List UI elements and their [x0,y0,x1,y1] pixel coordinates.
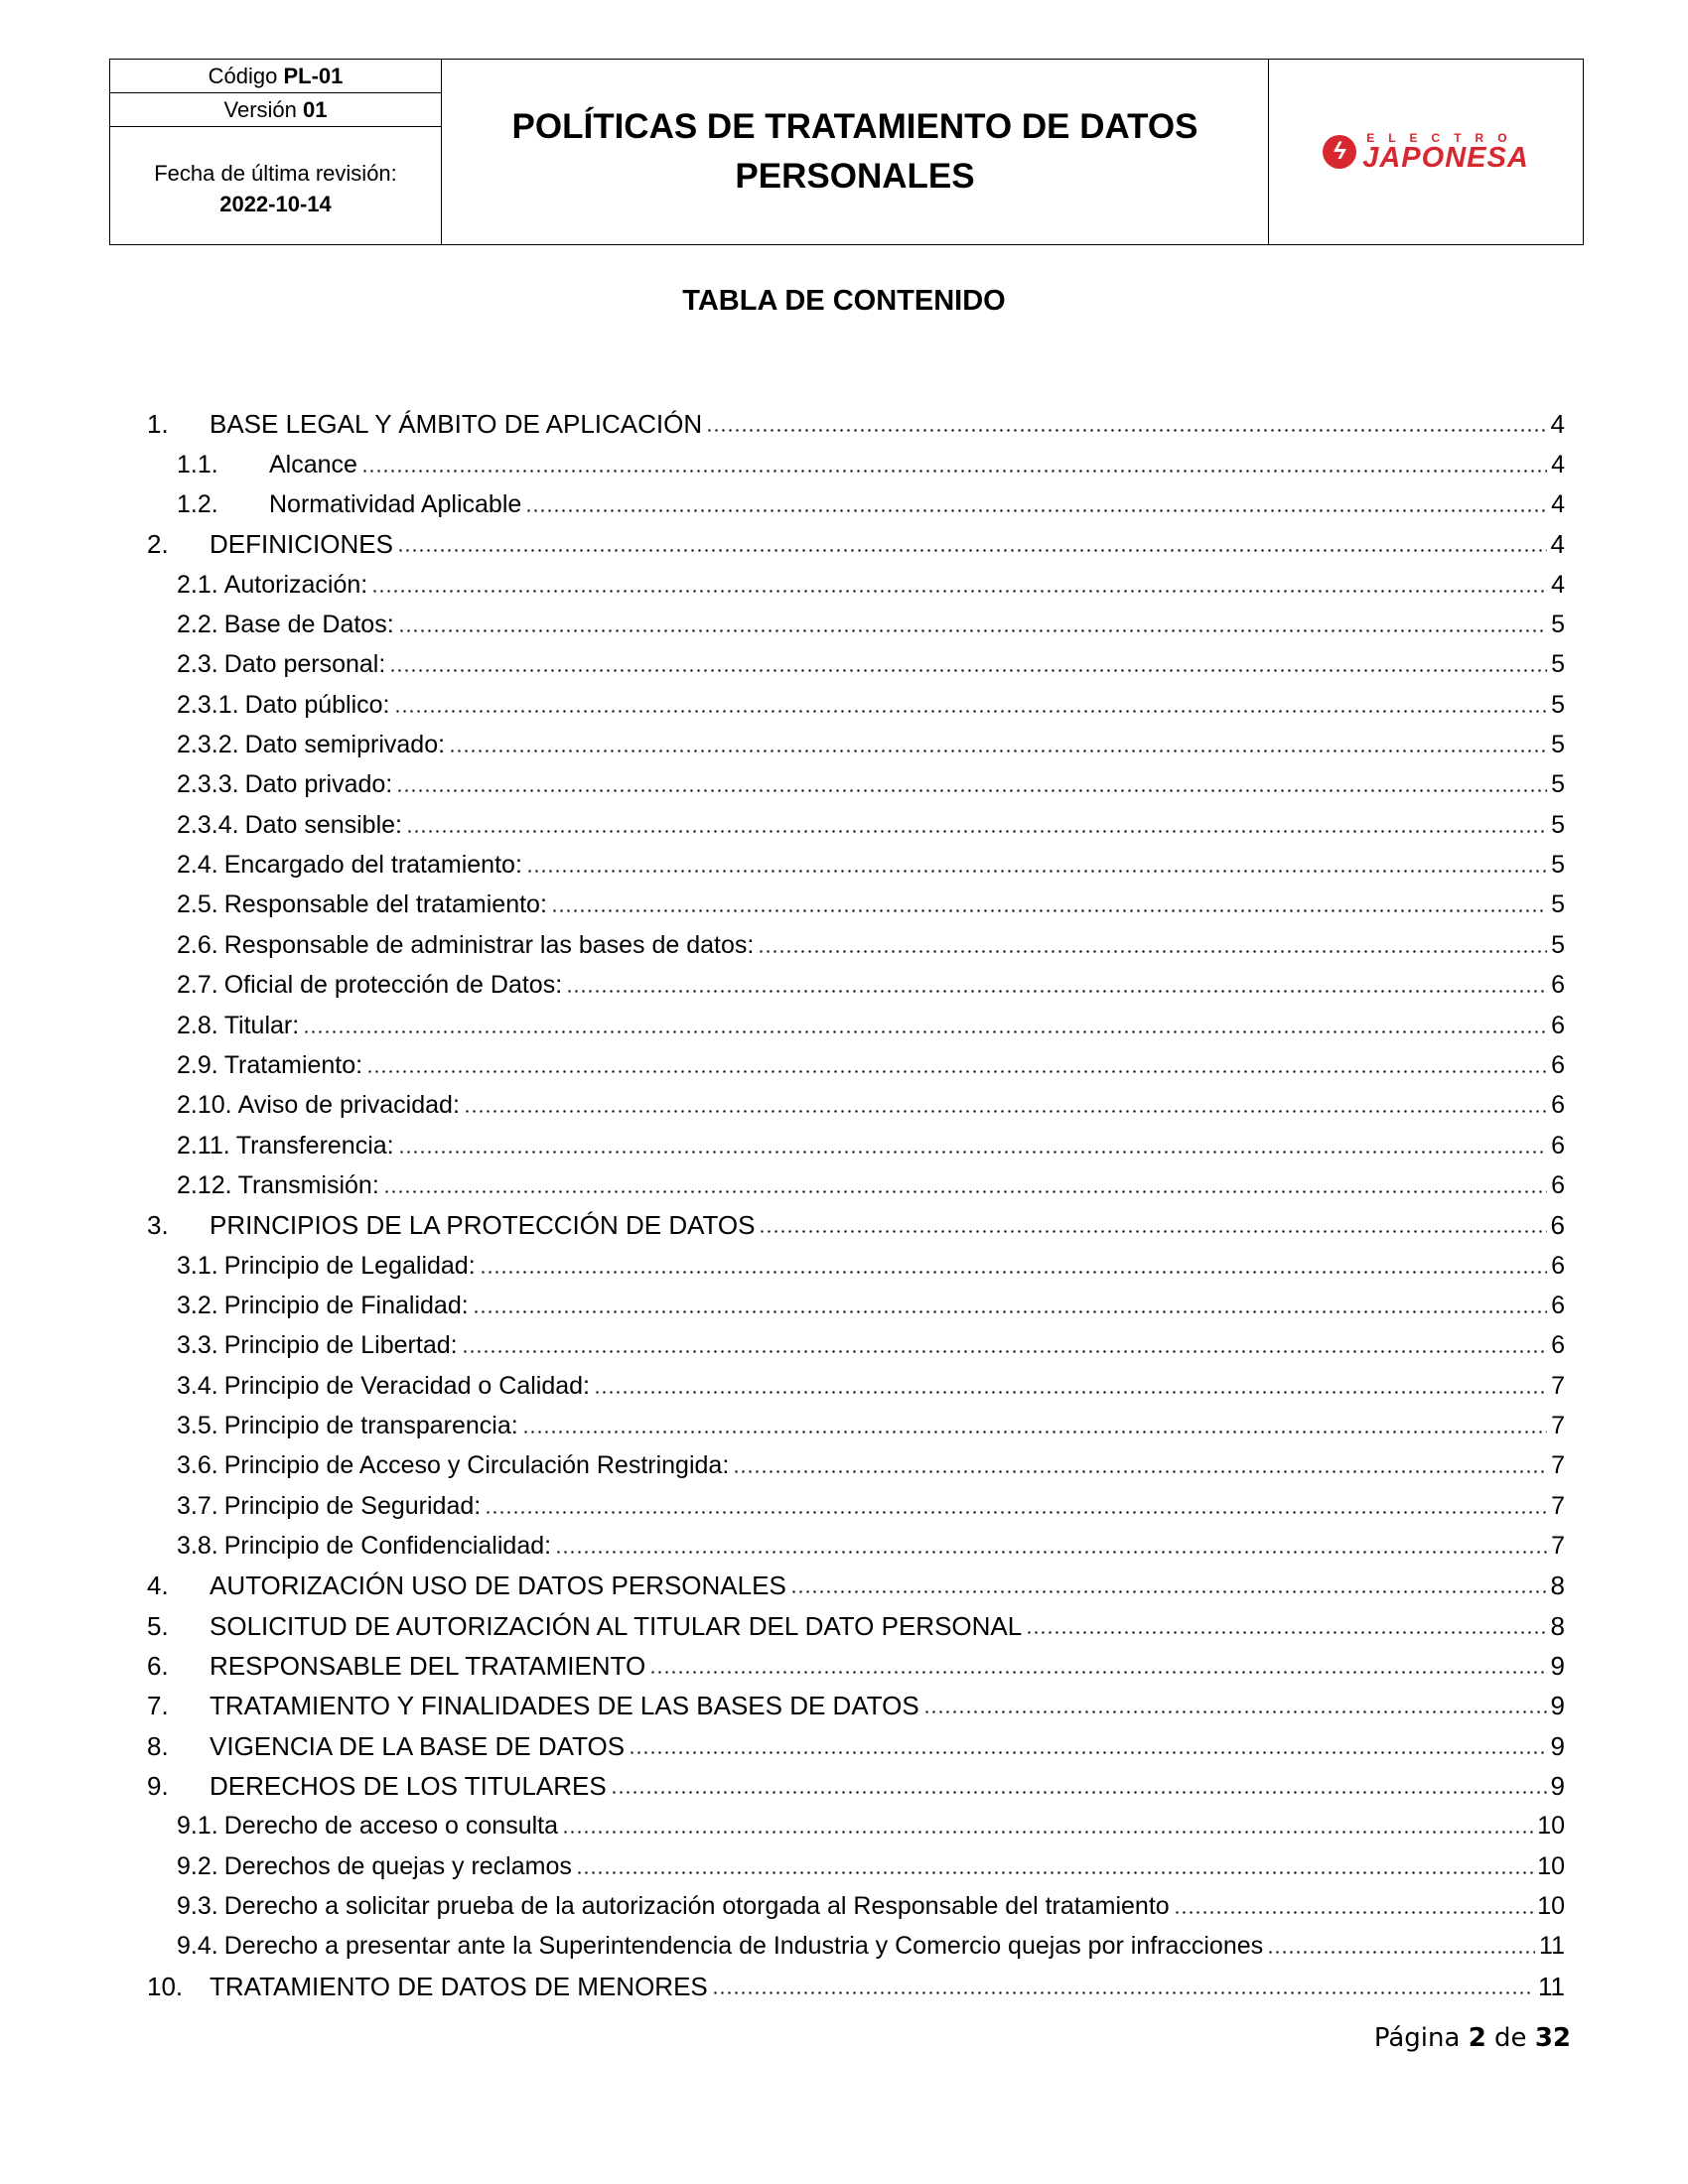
toc-entry-title: Responsable del tratamiento: [223,890,547,919]
toc-entry-title: Principio de Libertad: [223,1331,458,1360]
toc-entry[interactable] [147,1080,1565,1120]
toc-entry-title: Autorización: [223,570,368,599]
toc-entry[interactable] [147,759,1565,799]
toc-entry-title: SOLICITUD DE AUTORIZACIÓN AL TITULAR DEL DATO PERSONAL [210,1610,1023,1641]
page-total: 32 [1534,2023,1571,2053]
toc-leader-dots [303,1030,1547,1033]
toc-title: TABLA DE CONTENIDO [682,285,1006,317]
toc-entry-page: 8 [1550,1570,1565,1601]
toc-leader-dots [555,1551,1547,1554]
toc-entry-page: 5 [1551,650,1565,679]
lightning-icon: ϟ [1323,135,1356,169]
toc-entry[interactable] [147,1440,1565,1480]
toc-entry-page: 6 [1551,1291,1565,1319]
toc-entry-number: 3.4. [177,1371,218,1400]
toc-entry-page: 7 [1551,1531,1565,1560]
toc-entry-number: 10. [147,1971,184,2001]
toc-leader-dots [397,549,1547,552]
toc-leader-dots [629,1751,1546,1754]
toc-entry[interactable] [147,679,1565,719]
toc-entry-number: 9.2. [177,1851,218,1880]
toc-leader-dots [371,590,1547,593]
toc-entry-title: Principio de Veracidad o Calidad: [223,1371,590,1400]
toc-entry[interactable] [147,1600,1565,1640]
toc-entry-title: Derecho de acceso o consulta [223,1812,559,1841]
toc-entry-title: Dato semiprivado: [244,731,446,759]
toc-leader-dots [712,1991,1534,1994]
toc-entry-page: 10 [1537,1812,1565,1841]
toc-leader-dots [473,1310,1547,1313]
toc-entry-title: AUTORIZACIÓN USO DE DATOS PERSONALES [210,1570,786,1601]
toc-entry-page: 5 [1551,690,1565,719]
toc-entry[interactable] [147,960,1565,1000]
toc-entry[interactable] [147,1641,1565,1681]
toc-entry-title: Dato sensible: [244,810,402,839]
toc-entry-page: 6 [1551,1251,1565,1280]
toc-entry[interactable] [147,1240,1565,1280]
codigo-value: PL-01 [283,63,344,88]
toc-leader-dots [361,470,1547,473]
toc-entry-page: 6 [1551,1091,1565,1120]
toc-entry-number: 9. [147,1771,169,1802]
toc-entry-number: 2.10. [177,1091,232,1120]
toc-entry-page: 8 [1550,1610,1565,1641]
logo-wordmark [1362,132,1529,173]
toc-entry-number: 2.1. [177,570,218,599]
toc-entry-number: 2.3.3. [177,770,239,799]
toc-entry[interactable] [147,1561,1565,1600]
toc-entry-title: Dato personal: [223,650,386,679]
toc-leader-dots [551,909,1547,912]
toc-entry-number: 6. [147,1651,169,1681]
toc-entry-page: 6 [1551,1050,1565,1079]
toc-entry-title: Base de Datos: [223,611,394,639]
toc-entry-number: 3.7. [177,1491,218,1520]
toc-leader-dots [464,1110,1547,1113]
toc-entry[interactable] [147,479,1565,519]
toc-leader-dots [1174,1911,1534,1914]
toc-entry-page: 9 [1550,1730,1565,1761]
company-logo [1323,132,1529,173]
toc-entry-title: Transmisión: [237,1170,379,1199]
toc-entry-title: DERECHOS DE LOS TITULARES [210,1771,607,1802]
toc-entry-page: 7 [1551,1371,1565,1400]
toc-entry-title: Derecho a presentar ante la Superintendencia de Industria y Comercio quejas por infracciones [223,1932,1264,1961]
codigo-cell [110,60,441,93]
toc-entry-number: 4. [147,1570,169,1601]
toc-entry-number: 2.6. [177,930,218,959]
toc-leader-dots [649,1671,1546,1674]
toc-entry-title: Oficial de protección de Datos: [223,971,563,1000]
toc-entry-number: 2.12. [177,1170,232,1199]
toc-entry[interactable] [147,1360,1565,1400]
toc-entry-number: 1.2. [177,490,218,519]
toc-entry[interactable] [147,1281,1565,1320]
toc-leader-dots [759,1230,1546,1233]
toc-entry-number: 9.4. [177,1932,218,1961]
toc-leader-dots [923,1710,1547,1713]
toc-leader-dots [480,1271,1547,1274]
toc-entry[interactable] [147,919,1565,959]
toc-entry-number: 2.2. [177,611,218,639]
toc-entry[interactable] [147,1761,1565,1801]
fecha-cell [110,127,441,244]
toc-entry[interactable] [147,1961,1565,2000]
toc-entry-number: 3.5. [177,1411,218,1439]
toc-entry-number: 2. [147,529,169,560]
toc-leader-dots [566,990,1547,993]
toc-entry-number: 9.1. [177,1812,218,1841]
toc-entry[interactable] [147,1881,1565,1921]
toc-entry[interactable] [147,1200,1565,1240]
logo-cell [1269,60,1583,244]
toc-entry-title: Derechos de quejas y reclamos [223,1851,572,1880]
toc-leader-dots [366,1070,1547,1073]
toc-entry-title: Responsable de administrar las bases de datos: [223,930,755,959]
toc-entry-number: 3.3. [177,1331,218,1360]
toc-leader-dots [449,750,1547,752]
table-of-contents [147,399,1565,2001]
toc-entry-number: 1.1. [177,450,218,478]
toc-entry-title: Derecho a solicitar prueba de la autorización otorgada al Responsable del tratamiento [223,1892,1170,1921]
toc-entry[interactable] [147,1681,1565,1720]
toc-leader-dots [758,950,1547,953]
toc-entry-title: Dato público: [244,690,390,719]
toc-entry-page: 4 [1550,409,1565,440]
toc-entry-title: Titular: [223,1011,300,1039]
toc-entry-title: Aviso de privacidad: [237,1091,460,1120]
toc-entry-title: Principio de Seguridad: [223,1491,482,1520]
toc-entry-title: Principio de Legalidad: [223,1251,476,1280]
toc-leader-dots [398,629,1547,632]
toc-leader-dots [394,710,1548,713]
toc-leader-dots [594,1391,1547,1394]
toc-leader-dots [611,1791,1547,1794]
version-label: Versión [223,96,297,122]
toc-entry-number: 3. [147,1210,169,1241]
toc-entry[interactable] [147,1160,1565,1200]
document-header [109,59,1584,245]
toc-entry-number: 2.11. [177,1131,230,1160]
toc-entry-number: 2.4. [177,851,218,880]
toc-entry[interactable] [147,439,1565,478]
toc-entry-page: 4 [1551,570,1565,599]
toc-entry[interactable] [147,840,1565,880]
toc-entry[interactable] [147,600,1565,639]
toc-entry-title: Principio de Acceso y Circulación Restringida: [223,1451,730,1480]
toc-entry-number: 2.7. [177,971,218,1000]
toc-entry-title: Normatividad Aplicable [269,490,522,519]
toc-entry-title: TRATAMIENTO Y FINALIDADES DE LAS BASES DE DATOS [210,1691,919,1721]
toc-entry-page: 6 [1551,1131,1565,1160]
toc-entry[interactable] [147,1720,1565,1760]
toc-leader-dots [462,1350,1548,1353]
logo-top-text: ELECTRO [1366,130,1521,145]
toc-entry-page: 7 [1551,1411,1565,1439]
toc-entry[interactable] [147,1921,1565,1961]
toc-entry-page: 4 [1551,490,1565,519]
toc-entry[interactable] [147,1841,1565,1880]
toc-entry-page: 5 [1551,770,1565,799]
toc-entry-page: 6 [1551,1011,1565,1039]
toc-leader-dots [396,789,1547,792]
page-current: 2 [1468,2023,1486,2053]
toc-leader-dots [562,1831,1533,1834]
fecha-value: 2022-10-14 [219,192,332,216]
toc-leader-dots [526,870,1547,873]
toc-entry-title: RESPONSABLE DEL TRATAMIENTO [210,1651,646,1681]
toc-entry[interactable] [147,1000,1565,1039]
title-cell [442,60,1269,244]
toc-leader-dots [485,1511,1547,1514]
document-title: POLÍTICAS DE TRATAMIENTO DE DATOS PERSONALES [511,107,1198,196]
toc-entry-page: 5 [1551,731,1565,759]
toc-entry-page: 5 [1551,930,1565,959]
toc-entry-number: 9.3. [177,1892,218,1921]
toc-entry[interactable] [147,880,1565,919]
codigo-label: Código [208,63,278,88]
toc-leader-dots [790,1590,1547,1593]
toc-entry[interactable] [147,720,1565,759]
toc-entry-page: 4 [1550,529,1565,560]
version-cell [110,93,441,127]
toc-entry-title: Principio de transparencia: [223,1411,518,1439]
toc-entry[interactable] [147,1521,1565,1561]
toc-entry[interactable] [147,1480,1565,1520]
toc-entry-title: Transferencia: [235,1131,394,1160]
toc-entry-page: 10 [1537,1851,1565,1880]
toc-leader-dots [383,1190,1547,1193]
toc-entry-number: 5. [147,1610,169,1641]
toc-entry-page: 11 [1539,1932,1565,1961]
toc-leader-dots [1026,1631,1546,1634]
toc-leader-dots [398,1151,1547,1154]
toc-entry-page: 5 [1551,611,1565,639]
toc-entry-page: 5 [1551,810,1565,839]
document-meta [110,60,442,244]
toc-entry-page: 7 [1551,1491,1565,1520]
toc-entry-number: 2.5. [177,890,218,919]
toc-entry-number: 3.1. [177,1251,218,1280]
toc-entry-page: 4 [1551,450,1565,478]
toc-leader-dots [522,1431,1547,1433]
toc-entry[interactable] [147,799,1565,839]
toc-leader-dots [389,669,1547,672]
toc-entry-number: 2.3.1. [177,690,239,719]
toc-entry-number: 3.2. [177,1291,218,1319]
toc-entry-title: Alcance [269,450,357,478]
toc-entry-title: PRINCIPIOS DE LA PROTECCIÓN DE DATOS [210,1210,756,1241]
fecha-label: Fecha de última revisión: [154,161,397,186]
version-value: 01 [303,96,328,122]
toc-entry[interactable] [147,1801,1565,1841]
toc-entry-number: 3.8. [177,1531,218,1560]
toc-leader-dots [525,509,1547,512]
toc-entry-page: 9 [1550,1771,1565,1802]
logo-bottom-text: JAPONESA [1362,141,1529,174]
toc-entry-number: 3.6. [177,1451,218,1480]
toc-entry-page: 6 [1551,1331,1565,1360]
page-label: Página [1373,2023,1461,2053]
toc-entry-title: Tratamiento: [223,1050,363,1079]
toc-entry-number: 2.3.2. [177,731,239,759]
toc-entry-number: 8. [147,1730,169,1761]
toc-leader-dots [406,830,1547,833]
toc-entry-title: Encargado del tratamiento: [223,851,522,880]
toc-entry-page: 10 [1537,1892,1565,1921]
toc-entry[interactable] [147,1040,1565,1080]
toc-entry-title: VIGENCIA DE LA BASE DE DATOS [210,1730,626,1761]
toc-leader-dots [706,429,1546,432]
toc-entry-page: 9 [1550,1691,1565,1721]
toc-entry[interactable] [147,1401,1565,1440]
toc-entry[interactable] [147,519,1565,559]
toc-entry-title: BASE LEGAL Y ÁMBITO DE APLICACIÓN [210,409,703,440]
toc-entry[interactable] [147,1120,1565,1160]
toc-leader-dots [576,1871,1533,1874]
toc-entry-title: DEFINICIONES [210,529,393,560]
toc-entry-number: 2.9. [177,1050,218,1079]
page-sep: de [1494,2023,1527,2053]
toc-entry-page: 11 [1538,1971,1565,2001]
toc-entry-title: Principio de Confidencialidad: [223,1531,552,1560]
toc-entry[interactable] [147,1320,1565,1360]
page-number [1374,2023,1571,2053]
toc-entry-title: TRATAMIENTO DE DATOS DE MENORES [210,1971,708,2001]
toc-entry-page: 5 [1551,851,1565,880]
toc-entry-title: Dato privado: [244,770,393,799]
toc-entry[interactable] [147,559,1565,599]
toc-entry-page: 6 [1551,971,1565,1000]
toc-entry-title: Principio de Finalidad: [223,1291,469,1319]
toc-entry-number: 7. [147,1691,169,1721]
toc-entry[interactable] [147,399,1565,439]
toc-entry[interactable] [147,639,1565,679]
toc-entry-number: 2.3. [177,650,218,679]
toc-entry-page: 6 [1551,1170,1565,1199]
toc-leader-dots [733,1470,1547,1473]
toc-entry-number: 1. [147,409,169,440]
toc-leader-dots [1267,1951,1535,1954]
toc-entry-number: 2.8. [177,1011,218,1039]
toc-entry-page: 7 [1551,1451,1565,1480]
toc-entry-page: 6 [1550,1210,1565,1241]
toc-entry-page: 5 [1551,890,1565,919]
toc-entry-number: 2.3.4. [177,810,239,839]
toc-entry-page: 9 [1550,1651,1565,1681]
